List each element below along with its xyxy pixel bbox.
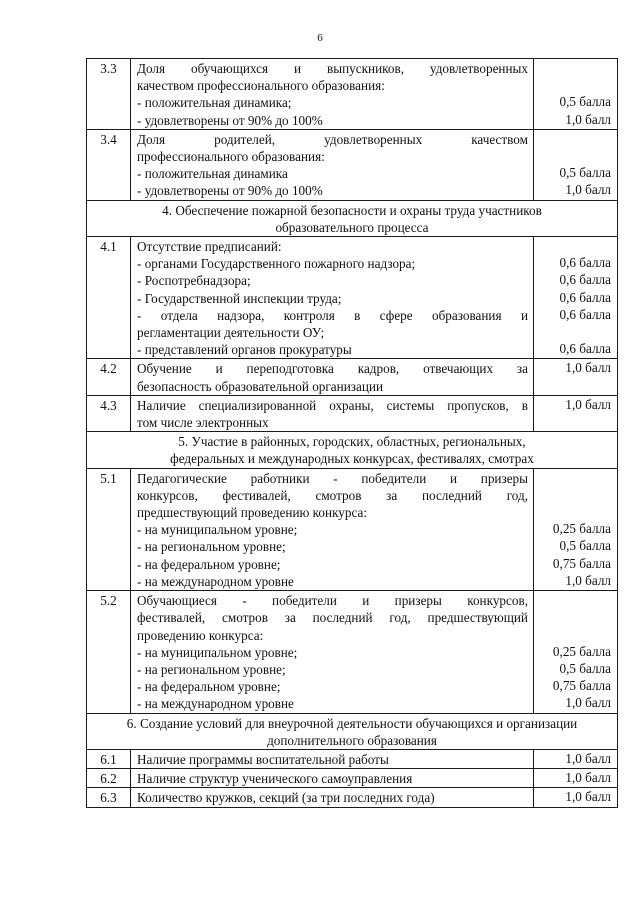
description-line: - представлений органов прокуратуры [137,342,352,358]
description-line: предшествующий проведению конкурса: [137,505,368,521]
section-title-line: дополнительного образования [267,732,437,748]
criteria-row [87,129,618,200]
section-title [87,432,618,468]
description-line: том числе электронных [137,415,269,431]
description-line: регламентации деятельности ОУ; [137,325,325,341]
description-line: - положительная динамика [137,166,288,182]
section-title-line: 5. Участие в районных, городских, областных, региональных, [178,434,526,450]
criteria-row [87,59,618,130]
score-value: 1,0 балл [565,789,611,805]
score-value [534,608,611,625]
score-value: 0,6 балла [559,272,611,288]
description-line: - на муниципальном уровне; [137,522,298,538]
description-line: - на муниципальном уровне; [137,644,298,660]
score-value: 1,0 балл [565,695,611,711]
description-line: - удовлетворены от 90% до 100% [137,183,323,199]
description-line: - на федеральном уровне; [137,679,281,695]
criteria-row [87,237,618,359]
criteria-description [131,749,534,768]
score-value: 1,0 балл [565,182,611,198]
section-header-row [87,200,618,236]
criteria-row [87,395,618,431]
score-value: 0,25 балла [552,643,611,659]
criteria-table-body [87,59,618,808]
criteria-number: 6.3 [87,788,131,807]
criteria-number: 4.3 [87,395,131,431]
criteria-row [87,359,618,395]
score-value [534,59,611,76]
criteria-description [131,395,534,431]
criteria-score [534,59,618,130]
criteria-description [131,59,534,130]
description-line: качеством профессионального образования: [137,78,385,94]
score-value: 0,6 балла [559,255,611,271]
criteria-table [86,58,618,808]
description-line: - органами Государственного пожарного надзора; [137,256,416,272]
criteria-row [87,788,618,807]
description-line: Доля обучающихся и выпускников, удовлетворенных [137,61,528,76]
criteria-number: 4.2 [87,359,131,395]
section-header-row [87,432,618,468]
score-value [534,147,611,164]
description-line: - на международном уровне [137,573,294,589]
section-title [87,200,618,236]
description-line: Отсутствие предписаний: [137,239,282,255]
score-value: 0,6 балла [559,341,611,357]
score-value [534,626,611,643]
description-line: - Государственной инспекции труда; [137,290,342,306]
score-value: 1,0 балл [565,770,611,786]
criteria-description [131,468,534,590]
criteria-number: 3.3 [87,59,131,130]
score-value: 0,6 балла [559,289,611,305]
description-line: - на региональном уровне; [137,539,286,555]
score-value: 0,5 балла [559,538,611,554]
description-line: Количество кружков, секций (за три последних года) [137,790,435,806]
description-line: - отдела надзора, контроля в сфере образования и [137,307,528,323]
criteria-description [131,129,534,200]
score-value [534,377,611,394]
description-line: - на федеральном уровне; [137,556,281,572]
description-line: Наличие специализированной охраны, системы пропусков, в [137,397,528,413]
description-line: Доля родителей, удовлетворенных качеством [137,131,528,147]
criteria-score [534,788,618,807]
score-value [534,503,611,520]
description-line: безопасность образовательной организации [137,378,384,394]
criteria-description [131,237,534,359]
score-value [534,486,611,503]
description-line: Педагогические работники - победители и призеры [137,470,528,486]
criteria-description [131,359,534,395]
score-value: 0,5 балла [559,94,611,110]
criteria-number: 5.1 [87,468,131,590]
criteria-number: 5.2 [87,591,131,713]
section-title-line: образовательного процесса [275,219,429,235]
score-value [534,323,611,340]
criteria-score [534,395,618,431]
description-line: - положительная динамика; [137,95,292,111]
section-header-row [87,713,618,749]
criteria-row [87,769,618,788]
section-title-line: 4. Обеспечение пожарной безопасности и охраны труда участников [162,202,542,218]
description-line: Обучение и переподготовка кадров, отвечающих за [137,361,528,377]
score-value: 1,0 балл [565,750,611,766]
criteria-number: 6.1 [87,749,131,768]
score-value: 1,0 балл [565,111,611,127]
description-line: - Роспотребнадзора; [137,273,251,289]
criteria-score [534,769,618,788]
criteria-score [534,129,618,200]
description-line: Обучающиеся - победители и призеры конкурсов, [137,593,528,609]
description-line: - на международном уровне [137,696,294,712]
criteria-row [87,749,618,768]
description-line: - удовлетворены от 90% до 100% [137,112,323,128]
criteria-score [534,237,618,359]
score-value: 1,0 балл [565,396,611,412]
description-line: Наличие программы воспитательной работы [137,751,389,767]
criteria-number: 4.1 [87,237,131,359]
score-value [534,130,611,147]
description-line: профессионального образования: [137,149,325,165]
criteria-number: 6.2 [87,769,131,788]
score-value: 0,6 балла [559,306,611,322]
score-value [534,469,611,486]
score-value [534,237,611,254]
criteria-row [87,468,618,590]
section-title-line: 6. Создание условий для внеурочной деятельности обучающихся и организации [126,715,578,731]
criteria-score [534,359,618,395]
description-line: фестивалей, смотров за последний год, предшествующий [137,610,528,626]
score-value: 0,5 балла [559,165,611,181]
criteria-number: 3.4 [87,129,131,200]
criteria-description [131,591,534,713]
criteria-score [534,468,618,590]
criteria-row [87,591,618,713]
criteria-score [534,749,618,768]
score-value: 0,25 балла [552,521,611,537]
description-line: проведению конкурса: [137,627,264,643]
score-value: 0,75 балла [552,678,611,694]
section-title [87,713,618,749]
score-value: 1,0 балл [565,360,611,376]
description-line: конкурсов, фестивалей, смотров за последний год, [137,487,528,503]
score-value: 0,75 балла [552,555,611,571]
score-value: 1,0 балл [565,572,611,588]
criteria-description [131,769,534,788]
description-line: Наличие структур ученического самоуправления [137,771,413,787]
score-value [534,591,611,608]
section-title-line: федеральных и международных конкурсах, фестивалях, смотрах [170,451,534,467]
score-value: 0,5 балла [559,660,611,676]
description-line: - на региональном уровне; [137,661,286,677]
score-value [534,413,611,430]
criteria-score [534,591,618,713]
score-value [534,76,611,93]
page-number: 6 [317,32,323,44]
criteria-description [131,788,534,807]
